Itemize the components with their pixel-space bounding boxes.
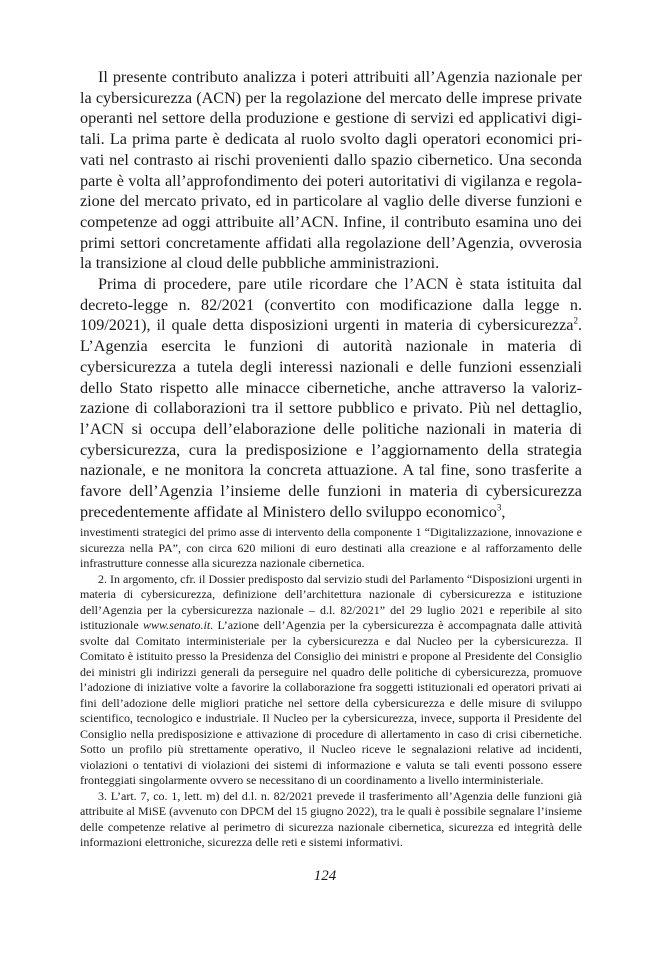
footnote-continuation: investimenti strategici del primo asse di intervento della componente 1 “Digitalizzazione, innovazione e sicurezza nella PA”, con circa 620 milioni di euro destinati alla creazione e al rafforzamento delle infrastrutture connesse alla sicurezza nazionale cibernetica. [80,525,582,570]
paragraph-2-text-a: Prima di procedere, pare utile ricordare che l’ACN è stata istituita dal decreto-legge n. 82/2021 (convertito con modificazione dalla legge n. 109/2021), il quale detta disposizioni urgenti in materia di cybersicurezza [80,275,582,335]
paragraph-2-text-c: , [501,502,506,521]
footnote-3: 3. L’art. 7, co. 1, lett. m) del d.l. n. 82/2021 prevede il trasferimento all’Agenzia delle funzioni già attribuite al MiSE (avvenuto con DPCM del 15 giugno 2022), tra le quali è possibile segnalare l’insieme delle competenze relative al perimetro di sicurezza nazionale cibernetica, sicurezza ed integrità delle informazioni elettroniche, sicurezza delle reti e sistemi informativi. [80,788,582,849]
footnote-2-text-a: 2. In argomento, cfr. il Dossier predisposto dal servizio studi del Parlamento “Disposizioni urgenti in materia di cybersicurezza, definizione dell’architettura nazionale di cybersicurezza e istituzione dell’Agenzia per la cybersicurezza nazionale – d.l. 82/2021” del 29 luglio 2021 e reperibile al sito istituzionale [80,571,582,632]
page-number: 124 [313,868,337,884]
paragraph-2 [80,274,582,522]
footnote-ref-2: 2 [573,316,578,327]
paragraph-1-text: Il presente contributo analizza i poteri attribuiti all’Agenzia nazionale per la cybersicurezza (ACN) per la regolazione del mercato delle imprese private operanti nel settore della produzione e gestione di servizi ed applicativi digitali. La prima parte è dedicata al ruolo svolto dagli operatori economici privati nel contrasto ai rischi provenienti dallo spazio cibernetico. Una seconda parte è volta all’approfondimento dei poteri autoritativi di vigilanza e regolazione del mercato privato, ed in particolare al vaglio delle diverse funzioni e competenze ad oggi attribuite all’ACN. Infine, il contributo esamina uno dei primi settori concretamente affidati alla regolazione dell’Agenzia, ovverosia la transizione al cloud delle pubbliche amministrazioni. [80,68,582,273]
footnote-2-url: www.senato.it [143,618,211,632]
main-text [80,67,582,522]
footnote-2 [80,572,582,789]
paragraph-2-text-b: . L’Agenzia esercita le funzioni di autorità nazionale in materia di cybersicurezza a tutela degli interessi nazionali e delle funzioni essenziali dello Stato rispetto alle minacce cibernetiche, anche attraverso la valorizzazione di collaborazioni tra il settore pubblico e privato. Più nel dettaglio, l’ACN si occupa dell’elaborazione delle politiche nazionali in materia di cybersicurezza, cura la predisposizione e l’aggiornamento della strategia nazionale, e ne monitora la concreta attuazione. A tal fine, sono trasferite a favore dell’Agenzia l’insieme delle funzioni in materia di cybersicurezza precedentemente affidate al Ministero dello sviluppo economico [80,316,582,521]
footnote-2-text-b: . L’azione dell’Agenzia per la cybersicurezza è accompagnata dalle attività svolte dal Comitato interministeriale per la cybersicurezza e dal Nucleo per la cybersicurezza. Il Comitato è istituito presso la Presidenza del Consiglio dei ministri e propone al Presidente del Consiglio dei ministri gli indirizzi generali da perseguire nel quadro delle politiche di cybersicurezza, promuove l’adozione di iniziative volte a favorire la collaborazione fra soggetti istituzionali ed operatori privati ai fini dell’adozione delle migliori pratiche nel settore della cybersicurezza e delle misure di sviluppo scientifico, tecnologico e industriale. Il Nucleo per la cybersicurezza, invece, supporta il Presidente del Consiglio nella predisposizione e attivazione di procedure di allertamento in caso di crisi cibernetiche. Sotto un profilo più strettamente operativo, il Nucleo riceve le segnalazioni relative ad incidenti, violazioni o tentativi di violazioni dei sistemi di informazione e valuta se tali eventi possono essere fronteggiati singolarmente ovvero se necessitano di un coordinamento a livello interministeriale. [80,618,582,787]
footnotes [80,525,582,851]
footnote-ref-3: 3 [496,502,502,513]
paragraph-1 [80,67,582,274]
